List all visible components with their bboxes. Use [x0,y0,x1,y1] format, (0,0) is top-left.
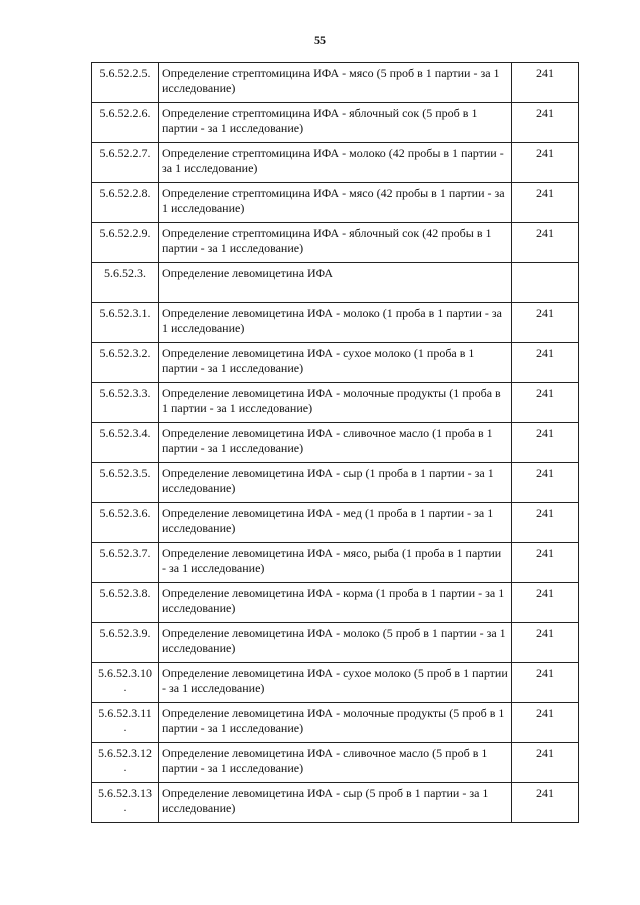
item-description: Определение левомицетина ИФА - молочные продукты (1 проба в 1 партии - за 1 исследование) [159,383,512,423]
item-code-cell [92,383,159,423]
item-code: 5.6.52.2.8. [99,186,151,200]
item-code-tail: . [123,680,127,694]
item-price: 241 [512,743,579,783]
item-description: Определение стрептомицина ИФА - яблочный сок (5 проб в 1 партии - за 1 исследование) [159,103,512,143]
table-row [92,423,579,463]
item-code: 5.6.52.3.2. [99,346,151,360]
item-code-cell [92,263,159,303]
item-code: 5.6.52.3.11 [98,706,152,720]
table-row [92,743,579,783]
item-description: Определение левомицетина ИФА - мед (1 проба в 1 партии - за 1 исследование) [159,503,512,543]
table-row [92,143,579,183]
item-price: 241 [512,63,579,103]
item-description: Определение левомицетина ИФА - мясо, рыба (1 проба в 1 партии - за 1 исследование) [159,543,512,583]
table-row [92,703,579,743]
item-code-cell [92,423,159,463]
item-code-cell [92,183,159,223]
item-code: 5.6.52.3.6. [99,506,151,520]
table-row [92,63,579,103]
item-code-cell [92,703,159,743]
item-code: 5.6.52.2.7. [99,146,151,160]
table-row [92,263,579,303]
table-row [92,503,579,543]
item-code-cell [92,103,159,143]
table-row [92,223,579,263]
item-code: 5.6.52.3.1. [99,306,151,320]
item-price: 241 [512,543,579,583]
item-code-cell [92,303,159,343]
item-price: 241 [512,343,579,383]
item-code-cell [92,503,159,543]
item-code: 5.6.52.2.6. [99,106,151,120]
item-price: 241 [512,623,579,663]
item-code-cell [92,143,159,183]
table-row [92,343,579,383]
item-code: 5.6.52.3.8. [99,586,151,600]
table-row [92,303,579,343]
item-description: Определение левомицетина ИФА - корма (1 проба в 1 партии - за 1 исследование) [159,583,512,623]
item-price: 241 [512,663,579,703]
table-row [92,623,579,663]
item-price [512,263,579,303]
item-description: Определение левомицетина ИФА - молоко (1 проба в 1 партии - за 1 исследование) [159,303,512,343]
item-code-cell [92,63,159,103]
item-code-cell [92,543,159,583]
item-description: Определение стрептомицина ИФА - молоко (42 пробы в 1 партии - за 1 исследование) [159,143,512,183]
item-code: 5.6.52.3.9. [99,626,151,640]
item-code: 5.6.52.3.7. [99,546,151,560]
item-description: Определение левомицетина ИФА - молоко (5 проб в 1 партии - за 1 исследование) [159,623,512,663]
item-code-cell [92,663,159,703]
item-price: 241 [512,303,579,343]
table-row [92,543,579,583]
item-code: 5.6.52.3. [104,266,146,280]
item-price: 241 [512,583,579,623]
item-code-cell [92,623,159,663]
item-description: Определение левомицетина ИФА [159,263,512,303]
item-code: 5.6.52.3.3. [99,386,151,400]
price-table [91,62,579,823]
item-code-cell [92,463,159,503]
item-code-tail: . [123,720,127,734]
item-description: Определение стрептомицина ИФА - мясо (5 проб в 1 партии - за 1 исследование) [159,63,512,103]
table-row [92,463,579,503]
item-code-cell [92,583,159,623]
item-code-tail: . [123,800,127,814]
item-code-cell [92,343,159,383]
table-row [92,383,579,423]
item-description: Определение левомицетина ИФА - сухое молоко (5 проб в 1 партии - за 1 исследование) [159,663,512,703]
table-row [92,663,579,703]
table-row [92,183,579,223]
item-price: 241 [512,783,579,823]
item-code: 5.6.52.2.5. [99,66,151,80]
item-price: 241 [512,703,579,743]
item-description: Определение левомицетина ИФА - сыр (5 проб в 1 партии - за 1 исследование) [159,783,512,823]
item-price: 241 [512,423,579,463]
item-description: Определение левомицетина ИФА - сливочное масло (5 проб в 1 партии - за 1 исследование) [159,743,512,783]
item-price: 241 [512,503,579,543]
item-description: Определение левомицетина ИФА - сливочное масло (1 проба в 1 партии - за 1 исследование) [159,423,512,463]
item-price: 241 [512,183,579,223]
item-code: 5.6.52.3.4. [99,426,151,440]
item-code: 5.6.52.3.13 [98,786,152,800]
item-price: 241 [512,463,579,503]
item-price: 241 [512,383,579,423]
item-code: 5.6.52.2.9. [99,226,151,240]
item-code-cell [92,223,159,263]
table-row [92,583,579,623]
item-code: 5.6.52.3.12 [98,746,152,760]
item-description: Определение левомицетина ИФА - молочные продукты (5 проб в 1 партии - за 1 исследование) [159,703,512,743]
page-number: 55 [314,33,326,47]
item-description: Определение левомицетина ИФА - сухое молоко (1 проба в 1 партии - за 1 исследование) [159,343,512,383]
table-row [92,103,579,143]
table-row [92,783,579,823]
item-code-tail: . [123,760,127,774]
item-price: 241 [512,223,579,263]
item-code: 5.6.52.3.5. [99,466,151,480]
item-description: Определение стрептомицина ИФА - яблочный сок (42 пробы в 1 партии - за 1 исследование) [159,223,512,263]
item-price: 241 [512,143,579,183]
item-description: Определение стрептомицина ИФА - мясо (42 пробы в 1 партии - за 1 исследование) [159,183,512,223]
item-code-cell [92,783,159,823]
item-price: 241 [512,103,579,143]
item-code: 5.6.52.3.10 [98,666,152,680]
price-table-body [92,63,579,823]
item-code-cell [92,743,159,783]
item-description: Определение левомицетина ИФА - сыр (1 проба в 1 партии - за 1 исследование) [159,463,512,503]
